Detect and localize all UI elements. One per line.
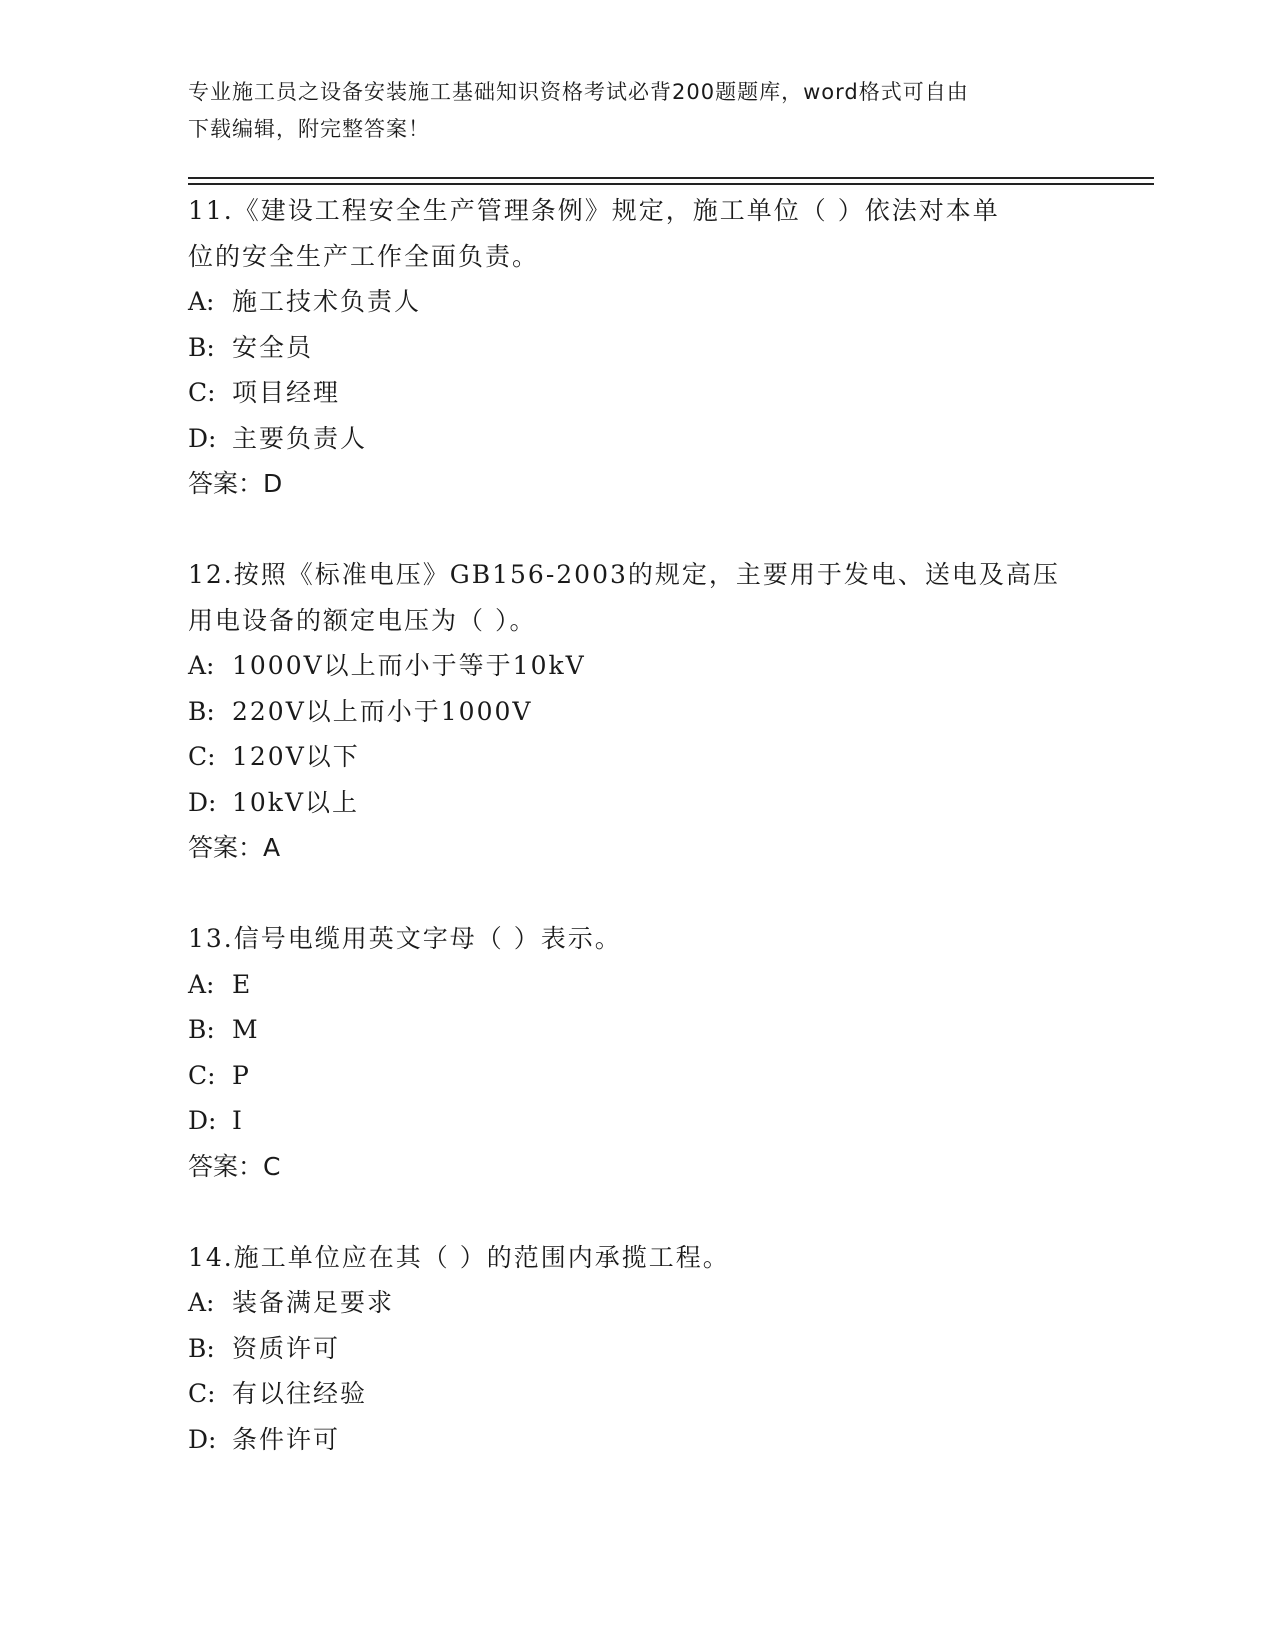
option-text: 安全员 — [232, 332, 314, 362]
option-key: A: — [188, 1288, 215, 1317]
option-text: 资质许可 — [232, 1333, 341, 1363]
option-key: B: — [188, 332, 215, 362]
option-text: 装备满足要求 — [232, 1288, 395, 1317]
option-b — [188, 1007, 1088, 1053]
answer-line: 答案：A — [188, 833, 281, 862]
option-a — [188, 962, 1088, 1008]
option-key: D: — [188, 423, 217, 453]
option-text: 施工技术负责人 — [232, 287, 422, 316]
option-text: 120V以下 — [232, 742, 360, 771]
option-key: A: — [188, 651, 215, 680]
spacer — [188, 507, 1088, 553]
question-text: 14.施工单位应在其（ ）的范围内承揽工程。 — [188, 1242, 730, 1272]
spacer — [188, 871, 1088, 917]
question-text: 用电设备的额定电压为（ ）。 — [188, 605, 537, 635]
option-text: 10kV以上 — [232, 787, 360, 817]
option-d — [188, 416, 1088, 462]
header-divider-top — [188, 177, 1154, 179]
option-key: C: — [188, 742, 216, 771]
option-key: B: — [188, 1333, 215, 1363]
question-12 — [188, 552, 1088, 916]
option-a — [188, 1280, 1088, 1326]
question-13 — [188, 916, 1088, 1235]
option-d — [188, 780, 1088, 826]
option-key: C: — [188, 1060, 216, 1090]
question-text: 位的安全生产工作全面负责。 — [188, 241, 540, 271]
option-key: B: — [188, 696, 215, 726]
answer-line: 答案：D — [188, 469, 283, 498]
option-d — [188, 1098, 1088, 1144]
option-key: D: — [188, 1424, 217, 1454]
option-b — [188, 1326, 1088, 1372]
option-key: B: — [188, 1015, 215, 1044]
option-a — [188, 643, 1088, 689]
document-header — [188, 74, 1088, 148]
header-line-2: 下载编辑，附完整答案！ — [188, 117, 430, 141]
option-key: A: — [188, 287, 215, 316]
option-key: D: — [188, 1106, 217, 1135]
question-text: 11.《建设工程安全生产管理条例》规定，施工单位（ ）依法对本单 — [188, 196, 1000, 225]
option-b — [188, 689, 1088, 735]
option-text: E — [232, 969, 253, 999]
question-14 — [188, 1235, 1088, 1463]
option-d — [188, 1417, 1088, 1463]
option-text: 主要负责人 — [232, 423, 368, 453]
option-c — [188, 1053, 1088, 1099]
option-text: 项目经理 — [232, 378, 341, 407]
answer-line: 答案：C — [188, 1151, 281, 1181]
option-text: 220V以上而小于1000V — [232, 696, 533, 726]
option-text: I — [232, 1106, 244, 1135]
header-line-1: 专业施工员之设备安装施工基础知识资格考试必背200题题库，word格式可自由 — [188, 80, 969, 104]
option-text: 条件许可 — [232, 1424, 341, 1454]
spacer — [188, 1189, 1088, 1235]
option-a — [188, 279, 1088, 325]
option-key: C: — [188, 1379, 216, 1408]
option-key: D: — [188, 787, 217, 817]
question-list — [188, 188, 1088, 1462]
option-c — [188, 1371, 1088, 1417]
question-11 — [188, 188, 1088, 552]
question-text: 12.按照《标准电压》GB156-2003的规定，主要用于发电、送电及高压 — [188, 560, 1060, 589]
option-b — [188, 325, 1088, 371]
option-text: 1000V以上而小于等于10kV — [232, 651, 586, 680]
option-text: P — [232, 1060, 251, 1090]
option-key: C: — [188, 378, 216, 407]
option-c — [188, 734, 1088, 780]
option-c — [188, 370, 1088, 416]
question-text: 13.信号电缆用英文字母（ ）表示。 — [188, 924, 622, 953]
option-text: 有以往经验 — [232, 1379, 368, 1408]
option-key: A: — [188, 969, 215, 999]
option-text: M — [232, 1015, 260, 1044]
header-divider-bottom — [188, 183, 1154, 185]
